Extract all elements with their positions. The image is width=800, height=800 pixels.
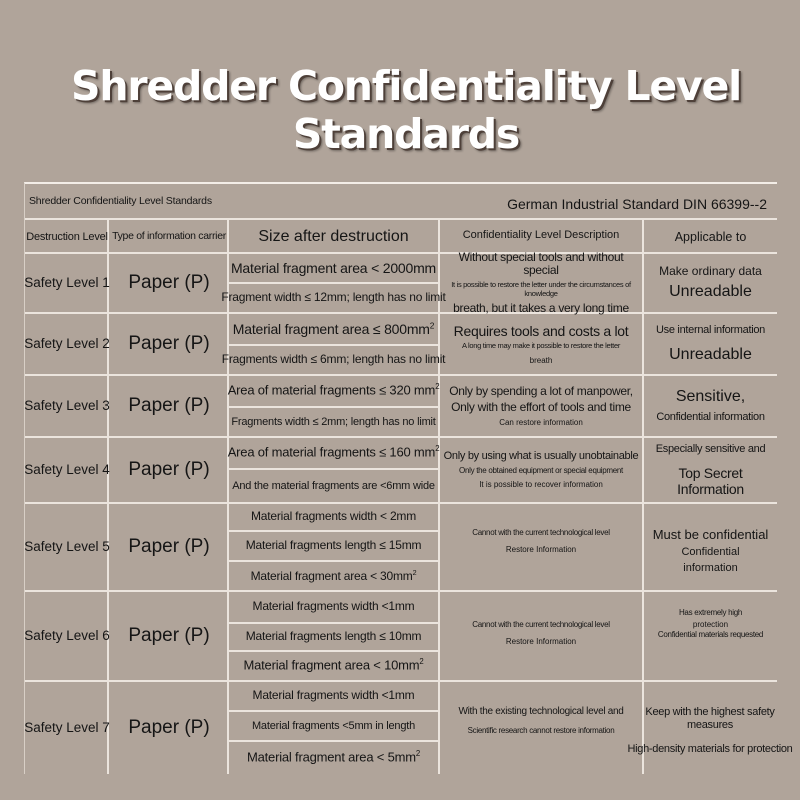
applicable-to-1: Make ordinary data Unreadable [659,263,762,300]
safety-level-5: Safety Level 5 [24,539,110,555]
carrier-paper-7: Paper (P) [128,717,210,739]
applicable-to-3: Sensitive, Confidential information [656,388,765,423]
size-spec: Material fragment area < $30mm^2$ [250,567,417,583]
header-level-description: Confidentiality Level Description [462,229,620,241]
size-spec: Material fragments width < 2mm [250,509,417,524]
applicable-to-2: Use internal information Unreadable [656,323,765,363]
carrier-paper-3: Paper (P) [128,395,210,417]
size-spec: Material fragments <5mm in length [251,719,416,732]
size-spec: Fragments width ≤ 6mm; length has no limit [221,352,446,367]
carrier-paper-1: Paper (P) [128,272,210,294]
carrier-paper-4: Paper (P) [128,459,210,481]
standards-table [24,182,793,774]
size-spec: Material fragments width <1mm [252,599,415,614]
safety-level-6: Safety Level 6 [24,628,110,644]
safety-level-1: Safety Level 1 [24,275,110,291]
applicable-to-4: Especially sensitive and Top Secret Information [655,442,766,498]
level-description-2: Requires tools and costs a lot A long time may make it possible to restore the letter breath [453,322,629,366]
size-spec: Material fragment area < $10mm^2$ [243,657,424,673]
applicable-to-7: Keep with the highest safety measures High-density materials for protection [627,706,793,756]
size-spec: Material fragment area < $5mm^2$ [246,749,421,765]
level-description-4: Only by using what is usually unobtainable Only the obtained equipment or special equipment It is possible to recover information [443,450,639,490]
size-spec: Fragments width ≤ 2mm; length has no limit [231,415,436,428]
size-spec: Material fragments length ≤ 15mm [245,538,422,553]
size-spec: Fragment width ≤ 12mm; length has no limit [221,290,446,305]
level-description-6: Cannot with the current technological level Restore Information [472,620,610,647]
size-spec: Material fragments length ≤ 10mm [245,629,422,644]
safety-level-7: Safety Level 7 [24,720,110,736]
size-spec: Material fragment area ≤ $800mm^2$ [232,320,435,337]
applicable-to-6: Has extremely high protection Confidential materials requested [657,608,764,640]
size-spec: Material fragments width <1mm [252,688,415,703]
level-description-5: Cannot with the current technological level Restore Information [472,528,610,555]
page-title: Shredder Confidentiality Level Standards [71,62,741,158]
level-description-7: With the existing technological level and Scientific research cannot restore information [458,706,624,735]
size-spec: Area of material fragments ≤ 160 $mm^2$ [227,444,440,460]
level-description-3: Only by spending a lot of manpower, Only with the effort of tools and time Can restore information [449,384,633,427]
header-applicable-to: Applicable to [674,229,747,244]
header-destruction-level: Destruction Level [26,230,108,243]
header-carrier-type: Type of information carrier [112,230,226,242]
carrier-paper-2: Paper (P) [128,333,210,355]
carrier-paper-5: Paper (P) [128,536,210,558]
safety-level-2: Safety Level 2 [24,336,110,352]
table-caption-right: German Industrial Standard DIN 66399--2 [507,196,767,212]
applicable-to-5: Must be confidential Confidential information [652,527,769,574]
carrier-paper-6: Paper (P) [128,625,210,647]
size-spec: Material fragment area < 2000mm [230,259,437,276]
size-spec: Area of material fragments ≤ 320 $mm^2$ [227,382,440,398]
safety-level-3: Safety Level 3 [24,398,110,414]
level-description-1: Without special tools and without special It is possible to restore the letter under the circumstances of knowledge breath, but it takes a very long time [451,249,631,315]
header-size-after-destruction: Size after destruction [258,227,409,245]
size-spec: And the material fragments are <6mm wide [232,479,435,492]
safety-level-4: Safety Level 4 [24,462,110,478]
table-caption-left: Shredder Confidentiality Level Standards [29,195,212,207]
